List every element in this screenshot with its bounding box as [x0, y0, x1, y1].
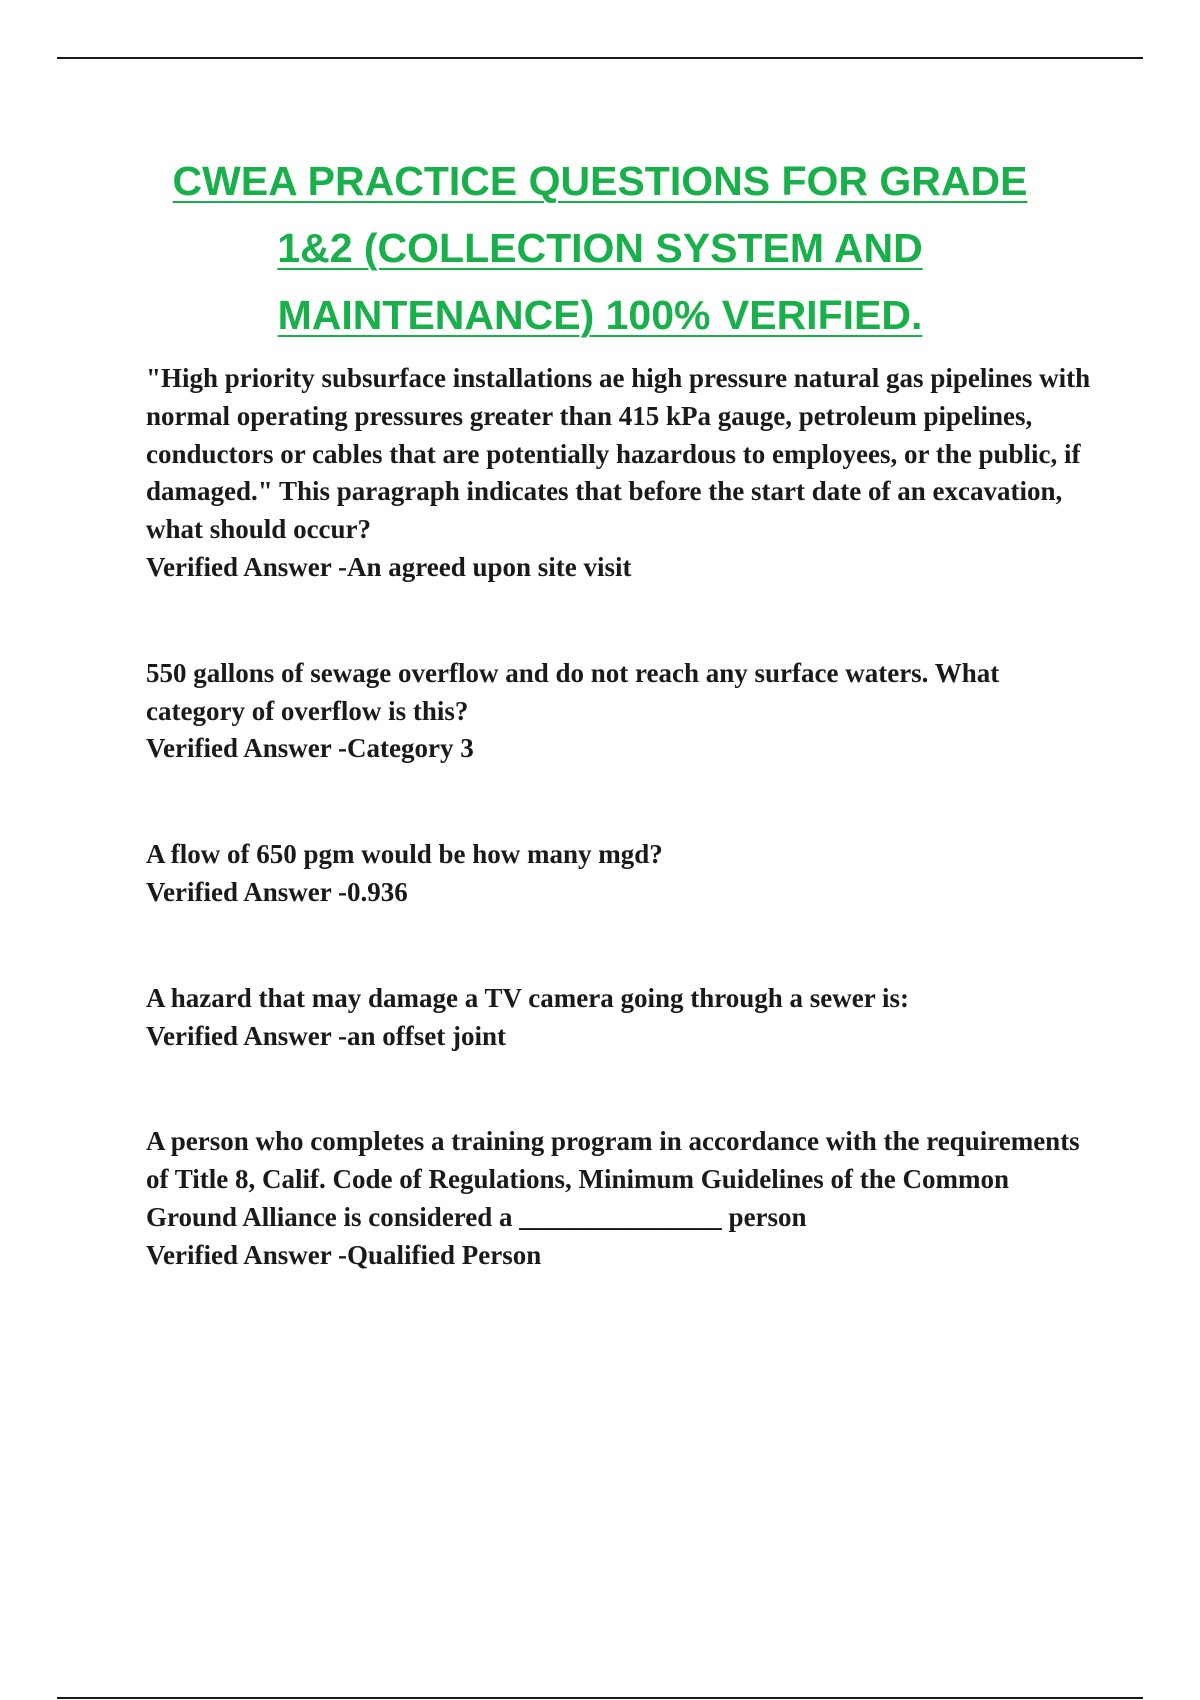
qa-item: [146, 655, 1096, 768]
header-rule: [57, 57, 1143, 59]
answer-text: Verified Answer -an offset joint: [146, 1020, 506, 1051]
answer-text: Verified Answer -Qualified Person: [146, 1239, 542, 1270]
answer-text: Verified Answer -An agreed upon site visit: [146, 551, 632, 582]
question-text: A hazard that may damage a TV camera going through a sewer is:: [146, 982, 909, 1013]
qa-item: [146, 836, 1096, 912]
qa-item: [146, 1123, 1096, 1274]
question-text: A flow of 650 pgm would be how many mgd?: [146, 839, 663, 870]
title-block: [150, 148, 1050, 349]
question-text: 550 gallons of sewage overflow and do not reach any surface waters. What category of overflow is this?: [146, 657, 1000, 726]
footer-rule: [57, 1697, 1143, 1699]
qa-item: [146, 360, 1096, 587]
answer-text: Verified Answer -Category 3: [146, 733, 474, 764]
question-text: A person who completes a training program in accordance with the requirements of Title 8, Calif. Code of Regulations, Minimum Guidelines of the Common Ground Alliance is considered a _______________ person: [146, 1126, 1080, 1232]
answer-text: Verified Answer -0.936: [146, 876, 408, 907]
document-title: CWEA PRACTICE QUESTIONS FOR GRADE 1&2 (COLLECTION SYSTEM AND MAINTENANCE) 100% VERIFIED.: [172, 158, 1028, 338]
qa-list: [146, 360, 1096, 1275]
qa-item: [146, 980, 1096, 1056]
question-text: "High priority subsurface installations ae high pressure natural gas pipelines with normal operating pressures greater than 415 kPa gauge, petroleum pipelines, conductors or cables that are potentially hazardous to employees, or the public, if damaged." This paragraph indicates that before the start date of an excavation, what should occur?: [146, 363, 1091, 545]
